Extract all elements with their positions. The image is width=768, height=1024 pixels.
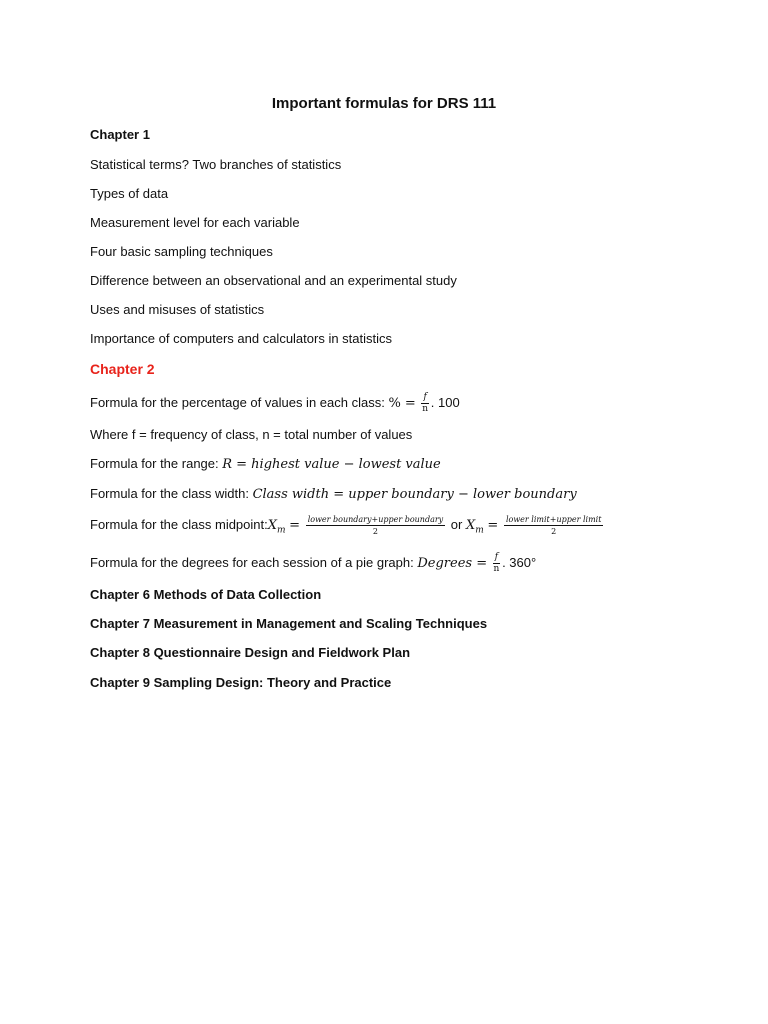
class-width-formula — [90, 485, 577, 504]
midpoint-subscript-2: m — [475, 525, 484, 536]
range-formula-expression: R = highest value − lowest value — [222, 457, 441, 472]
list-item: Statistical terms? Two branches of statistics — [90, 157, 342, 172]
list-item: Four basic sampling techniques — [90, 244, 273, 259]
degrees-tail: . 360° — [502, 555, 537, 570]
degrees-fraction — [493, 552, 500, 575]
degrees-lhs: Degrees = — [417, 556, 488, 571]
list-item: Uses and misuses of statistics — [90, 302, 265, 317]
midpoint-or: or — [447, 517, 466, 532]
percentage-formula-label: Formula for the percentage of values in each class: — [90, 395, 389, 410]
chapter-1-heading: Chapter 1 — [90, 127, 150, 142]
fraction-denominator: n — [422, 404, 429, 415]
chapter-6-heading: Chapter 6 Methods of Data Collection — [90, 587, 322, 602]
list-item: Difference between an observational and an experimental study — [90, 273, 457, 288]
where-definition: Where f = frequency of class, n = total number of values — [90, 427, 413, 442]
fraction-numerator: f — [494, 552, 499, 563]
midpoint-symbol-2: X — [465, 518, 476, 533]
percentage-formula — [90, 390, 460, 417]
midpoint-symbol: X — [267, 518, 277, 533]
midpoint-equals: = — [289, 518, 301, 533]
fraction-numerator: f — [423, 392, 427, 403]
list-item: Measurement level for each variable — [90, 215, 300, 230]
degrees-label: Formula for the degrees for each session of a pie graph: — [90, 555, 418, 570]
range-formula-label: Formula for the range: — [90, 456, 223, 471]
chapter-9-heading: Chapter 9 Sampling Design: Theory and Practice — [90, 675, 392, 690]
list-item: Importance of computers and calculators in statistics — [90, 331, 393, 346]
midpoint-fraction-limits — [504, 514, 603, 537]
chapter-8-heading: Chapter 8 Questionnaire Design and Fieldwork Plan — [90, 645, 411, 660]
fraction-denominator: 2 — [551, 527, 557, 537]
class-width-label: Formula for the class width: — [90, 486, 253, 501]
chapter-2-heading: Chapter 2 — [90, 361, 155, 377]
midpoint-formula — [90, 512, 605, 544]
fraction-numerator: lower boundary+upper boundary — [307, 515, 444, 525]
percentage-lhs: % = — [388, 396, 416, 411]
list-item: Types of data — [90, 186, 169, 201]
midpoint-fraction-boundaries — [306, 514, 445, 537]
fraction-denominator: n — [493, 564, 500, 575]
degrees-formula — [90, 550, 536, 577]
range-formula — [90, 455, 441, 474]
midpoint-subscript: m — [277, 525, 286, 536]
document-title: Important formulas for DRS 111 — [271, 95, 497, 112]
class-width-expression: Class width = upper boundary − lower boundary — [252, 487, 577, 502]
midpoint-label: Formula for the class midpoint: — [90, 517, 268, 532]
fraction-numerator: lower limit+upper limit — [505, 515, 602, 525]
percentage-tail: . 100 — [430, 395, 460, 410]
percentage-fraction — [421, 392, 428, 415]
fraction-denominator: 2 — [372, 527, 378, 537]
midpoint-equals-2: = — [487, 518, 499, 533]
chapter-7-heading: Chapter 7 Measurement in Management and Scaling Techniques — [90, 616, 488, 631]
